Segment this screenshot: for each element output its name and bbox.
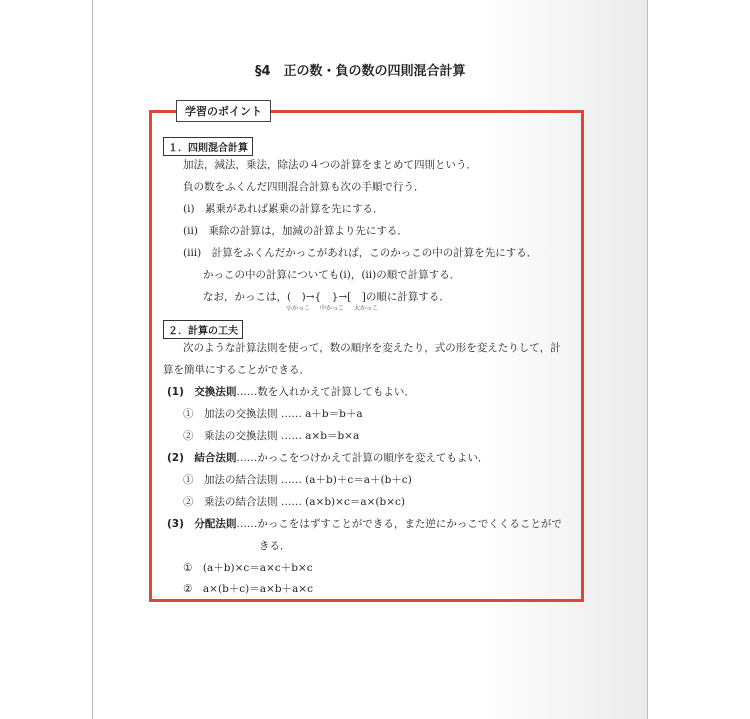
section1-note: なお，かっこは，( )→{ }→[ ]の順に計算する． xyxy=(203,291,450,303)
law3-text: ……かっこをはずすことができる，また逆にかっこでくくることがで xyxy=(236,518,562,530)
law3-a: ① (a＋b)×c＝a×c＋b×c xyxy=(183,562,313,574)
law2-a: ① 加法の結合法則 …… (a＋b)＋c＝a＋(b＋c) xyxy=(183,474,412,486)
section2-heading: ２．計算の工夫 xyxy=(163,320,243,339)
law3-text2: きる． xyxy=(259,540,291,552)
law3-b: ② a×(b＋c)＝a×b＋a×c xyxy=(183,583,313,595)
box-label: 学習のポイント xyxy=(176,100,271,122)
law1-b: ② 乗法の交換法則 …… a×b＝b×a xyxy=(183,430,360,442)
section1-line2: 負の数をふくんだ四則混合計算も次の手順で行う． xyxy=(183,181,425,193)
note-large-paren: 大かっこ xyxy=(354,305,379,312)
law1-row xyxy=(167,385,415,399)
law1-a: ① 加法の交換法則 …… a＋b＝b＋a xyxy=(183,408,363,420)
section2-intro1: 次のような計算法則を使って，数の順序を変えたり，式の形を変えたりして，計 xyxy=(183,342,561,354)
section1-step3: (iii) 計算をふくんだかっこがあれば，このかっこの中の計算を先にする． xyxy=(183,247,538,259)
section1-line1: 加法，減法，乗法，除法の４つの計算をまとめて四則という． xyxy=(183,159,477,171)
note-small-paren: 小かっこ xyxy=(286,305,311,312)
law2-text: ……かっこをつけかえて計算の順序を変えてもよい． xyxy=(236,452,489,464)
note-medium-paren: 中かっこ xyxy=(320,305,345,312)
section1-step2: (ii) 乗除の計算は，加減の計算より先にする． xyxy=(183,225,408,237)
section2-intro2: 算を簡単にすることができる． xyxy=(163,364,310,376)
law3-title: (3) 分配法則 xyxy=(167,518,237,530)
section1-step3b: かっこの中の計算についても(i)，(ii)の順で計算する． xyxy=(203,269,461,281)
law3-row xyxy=(167,517,562,531)
law1-text: ……数を入れかえて計算してもよい． xyxy=(236,386,415,398)
law1-title: (1) 交換法則 xyxy=(167,386,237,398)
section1-step1: (i) 累乗があれば累乗の計算を先にする． xyxy=(183,203,384,215)
law2-row xyxy=(167,451,488,465)
section1-heading: １．四則混合計算 xyxy=(163,137,253,156)
law2-title: (2) 結合法則 xyxy=(167,452,237,464)
page-title: §4 正の数・負の数の四則混合計算 xyxy=(255,64,466,79)
law2-b: ② 乗法の結合法則 …… (a×b)×c＝a×(b×c) xyxy=(183,496,405,508)
